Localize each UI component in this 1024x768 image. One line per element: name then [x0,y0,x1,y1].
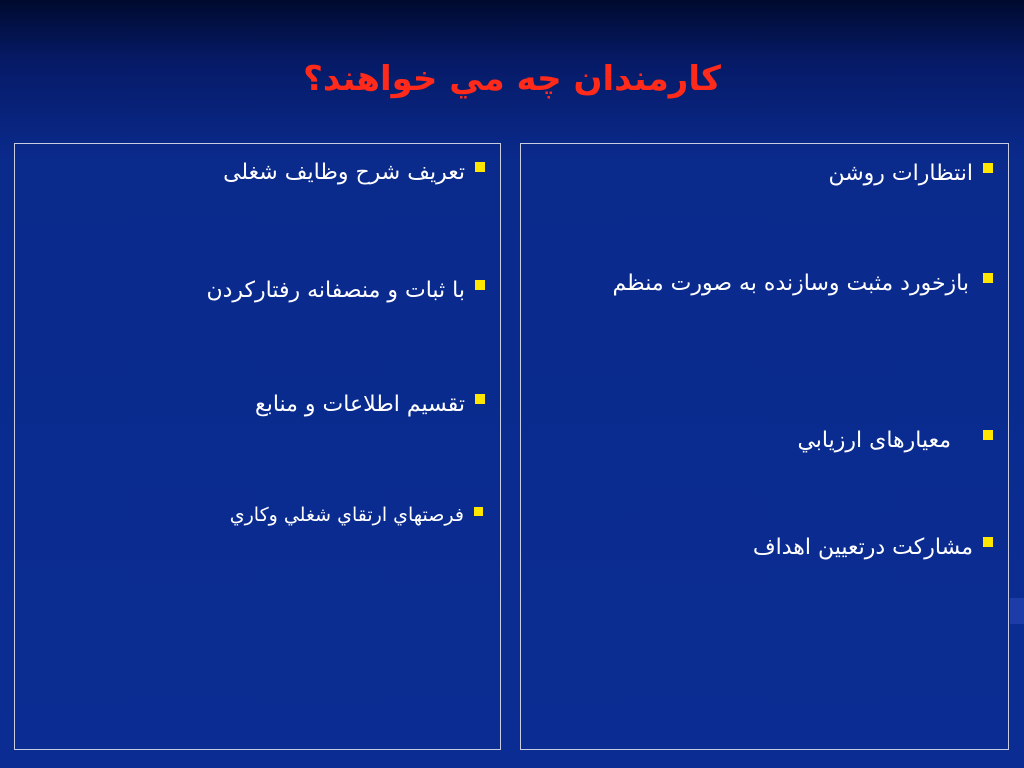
square-bullet-icon [983,273,993,283]
square-bullet-icon [983,430,993,440]
list-item-text: بازخورد مثبت وسازنده به صورت منظم [612,271,969,296]
list-item-text: مشارکت درتعیین اهداف [752,535,973,560]
decorative-edge-mark [1010,598,1024,624]
square-bullet-icon [983,163,993,173]
list-item-text: انتظارات روشن [828,161,973,186]
list-item [206,270,485,312]
square-bullet-icon [474,507,483,516]
list-item [829,153,994,195]
list-item-text: معیارهای ارزيابي [797,428,951,453]
square-bullet-icon [475,394,485,404]
square-bullet-icon [475,280,485,290]
list-item [797,420,993,462]
list-item [255,384,485,426]
list-item [223,152,485,194]
list-item [230,498,483,532]
list-item-text: تعریف شرح وظایف شغلی [223,160,465,185]
left-panel [14,143,501,750]
right-panel [520,143,1009,750]
list-item [753,527,993,569]
square-bullet-icon [983,537,993,547]
slide-title: كارمندان چه مي خواهند؟ [303,59,721,99]
list-item-text: تقسیم اطلاعات و منابع [254,392,465,417]
list-item-text: با ثبات و منصفانه رفتارکردن [206,278,465,303]
square-bullet-icon [475,162,485,172]
list-item-text: فرصتهاي ارتقاي شغلي وكاري [229,504,464,526]
list-item [559,263,993,305]
